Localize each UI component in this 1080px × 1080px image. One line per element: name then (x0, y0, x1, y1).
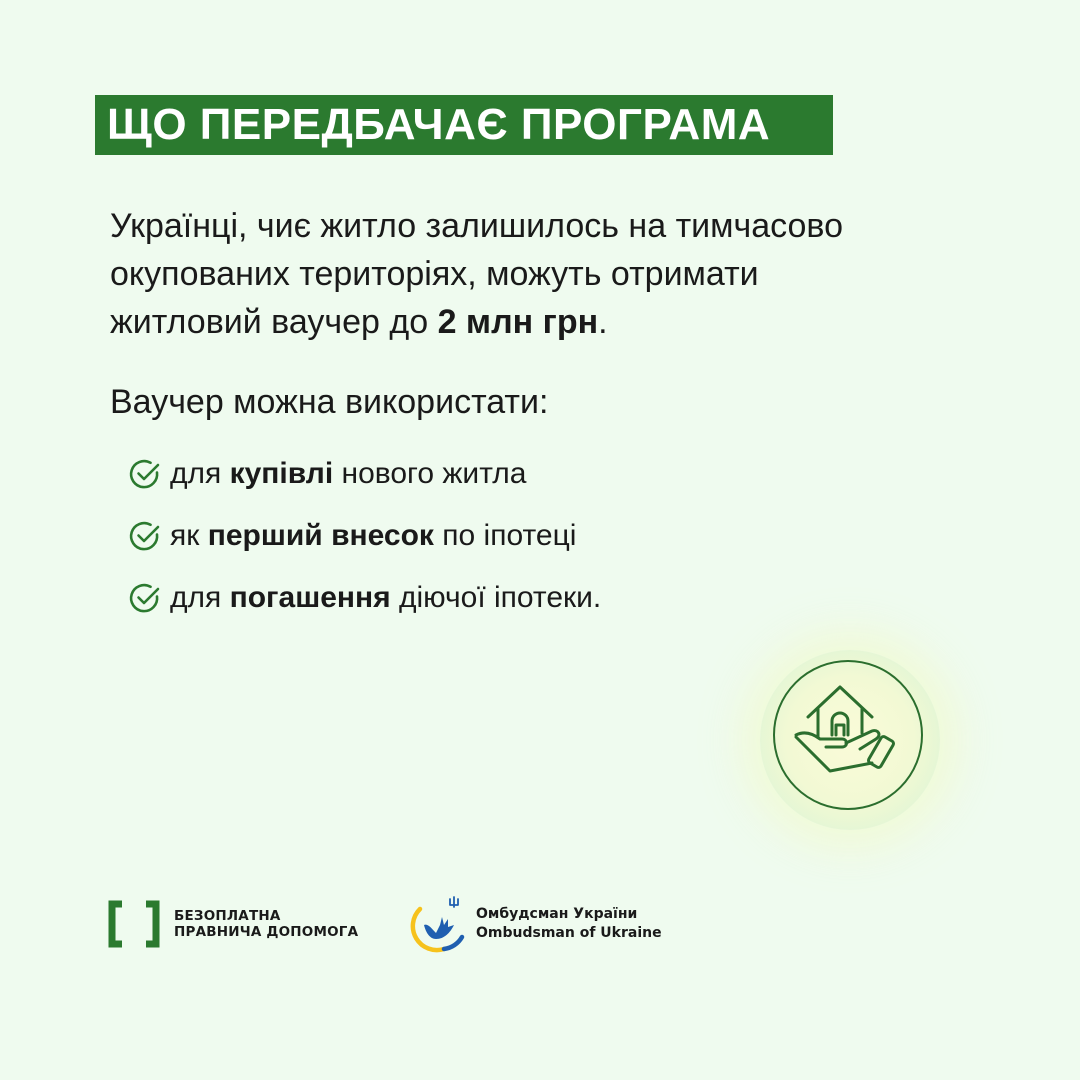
ombudsman-line-2: Ombudsman of Ukraine (476, 925, 662, 941)
legal-aid-logo (108, 900, 358, 948)
check-circle-icon (128, 581, 162, 615)
ombudsman-name (476, 905, 662, 943)
list-item-text: для погашення діючої іпотеки. (170, 581, 602, 614)
list-item (128, 576, 828, 620)
intro-line-3-prefix: житловий ваучер до (110, 303, 438, 341)
page-title: ЩО ПЕРЕДБАЧАЄ ПРОГРАМА (107, 100, 771, 149)
check-circle-icon (128, 519, 162, 553)
ombudsman-line-1: Омбудсман України (476, 906, 638, 922)
list-item-text: для купівлі нового житла (170, 457, 527, 490)
legal-aid-line-2: ПРАВНИЧА ДОПОМОГА (174, 924, 359, 940)
uses-list (128, 452, 828, 638)
legal-aid-name (174, 908, 358, 940)
check-circle-icon (128, 457, 162, 491)
intro-line-3-suffix: . (598, 303, 608, 341)
intro-paragraph (110, 202, 990, 346)
list-item (128, 452, 828, 496)
list-item-text: як перший внесок по іпотеці (170, 519, 577, 552)
voucher-amount: 2 млн грн (437, 303, 599, 341)
voucher-heading: Ваучер можна використати: (110, 383, 549, 421)
house-in-hand-icon (790, 677, 906, 793)
bracket-logo-icon (108, 900, 160, 948)
ombudsman-emblem-icon (410, 895, 468, 953)
intro-line-3 (110, 298, 990, 346)
list-item (128, 514, 828, 558)
title-band (95, 95, 833, 155)
intro-line-2: окупованих територіях, можуть отримати (110, 255, 759, 293)
legal-aid-line-1: БЕЗОПЛАТНА (174, 908, 281, 924)
intro-line-1: Українці, чиє житло залишилось на тимчасово (110, 207, 844, 245)
ombudsman-logo (410, 893, 662, 955)
